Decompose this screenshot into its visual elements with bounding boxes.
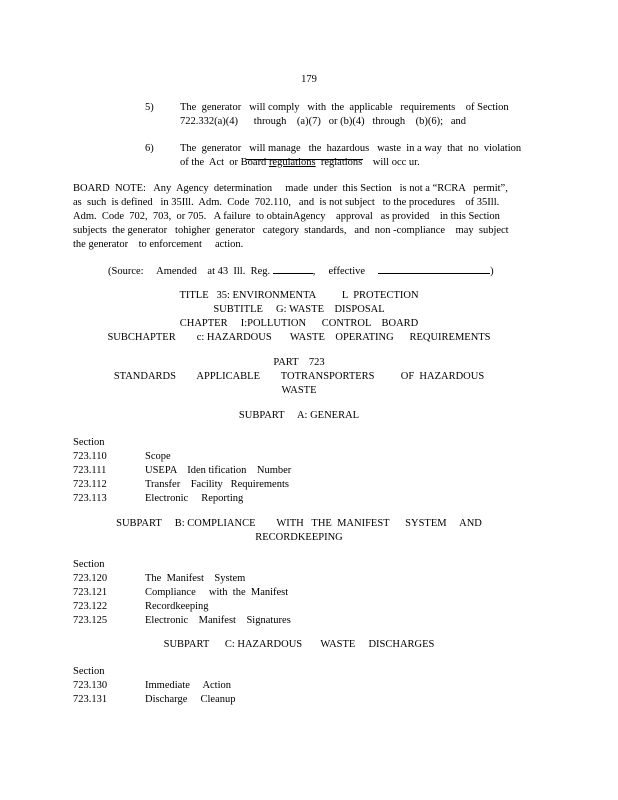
section-title: Scope [145, 451, 171, 462]
source-prefix: (Source: Amended at 43 Ill. Reg. [108, 266, 271, 277]
item-text-line: The generator will manage the hazardous waste in a way that no violation [180, 143, 522, 154]
source-close: ) [490, 266, 494, 277]
board-note-line: subjects the generator tohigher generator category standards, and non -compliance may subject [73, 225, 509, 236]
section-title: Immediate Action [145, 680, 232, 691]
page-number: 179 [301, 74, 317, 85]
part-title: STANDARDS APPLICABLE TOTRANSPORTERS OF HAZARDOUS [113, 371, 485, 382]
chapter-heading: CHAPTER I:POLLUTION CONTROL BOARD [179, 318, 419, 329]
section-title: Discharge Cleanup [145, 694, 236, 705]
section-number: 723.113 [73, 493, 107, 504]
strikethrough-line [246, 159, 363, 160]
section-title: The Manifest System [145, 573, 246, 584]
section-title: Transfer Facility Requirements [145, 479, 289, 490]
struck-word: regulations [268, 157, 316, 168]
item-text-line [180, 156, 420, 169]
source-line: (Source: Amended at 43 Ill. Reg. , effective ) [108, 263, 494, 278]
title-heading: TITLE 35: ENVIRONMENTA L PROTECTION [179, 290, 419, 301]
board-note-line: BOARD NOTE: Any Agency determination made under this Section is not a “RCRA permit”, [73, 183, 508, 194]
subpart-heading: SUBPART C: HAZARDOUS WASTE DISCHARGES [163, 639, 435, 650]
part-heading: PART 723 [273, 357, 325, 368]
section-number: 723.131 [73, 694, 108, 705]
section-label: Section [73, 666, 105, 677]
item-text-segment: of the Act or Board [180, 157, 269, 168]
section-title: Electronic Reporting [145, 493, 244, 504]
section-label: Section [73, 559, 105, 570]
item-text-segment: reglations will occ ur. [315, 157, 420, 168]
effective-date-blank [378, 263, 490, 274]
subpart-heading-line2: RECORDKEEPING [255, 532, 343, 543]
section-title: USEPA Iden tification Number [145, 465, 292, 476]
board-note-line: Adm. Code 702, 703, or 705. A failure to obtainAgency approval as provided in this Section [73, 211, 500, 222]
section-label: Section [73, 437, 105, 448]
section-number: 723.121 [73, 587, 108, 598]
board-note-line: as such is defined in 35Ill. Adm. Code 702.110, and is not subject to the procedures of 35Ill. [73, 197, 500, 208]
section-number: 723.125 [73, 615, 108, 626]
board-note-line: the generator to enforcement action. [73, 239, 244, 250]
section-title: Compliance with the Manifest [145, 587, 289, 598]
item-text-line: 722.332(a)(4) through (a)(7) or (b)(4) through (b)(6); and [180, 116, 467, 127]
section-number: 723.111 [73, 465, 107, 476]
section-number: 723.112 [73, 479, 107, 490]
part-title: WASTE [281, 385, 317, 396]
subpart-heading: SUBPART A: GENERAL [238, 410, 360, 421]
section-number: 723.120 [73, 573, 108, 584]
item-number: 5) [145, 102, 154, 113]
register-blank [273, 263, 313, 274]
subtitle-heading: SUBTITLE G: WASTE DISPOSAL [213, 304, 385, 315]
section-number: 723.130 [73, 680, 108, 691]
subchapter-heading: SUBCHAPTER c: HAZARDOUS WASTE OPERATING REQUIREMENTS [107, 332, 491, 343]
item-text-line: The generator will comply with the applicable requirements of Section [180, 102, 509, 113]
subpart-heading: SUBPART B: COMPLIANCE WITH THE MANIFEST SYSTEM AND [116, 518, 482, 529]
source-effective: effective [328, 266, 366, 277]
section-number: 723.110 [73, 451, 107, 462]
section-title: Electronic Manifest Signatures [145, 615, 291, 626]
section-title: Recordkeeping [145, 601, 209, 612]
section-number: 723.122 [73, 601, 108, 612]
item-number: 6) [145, 143, 154, 154]
